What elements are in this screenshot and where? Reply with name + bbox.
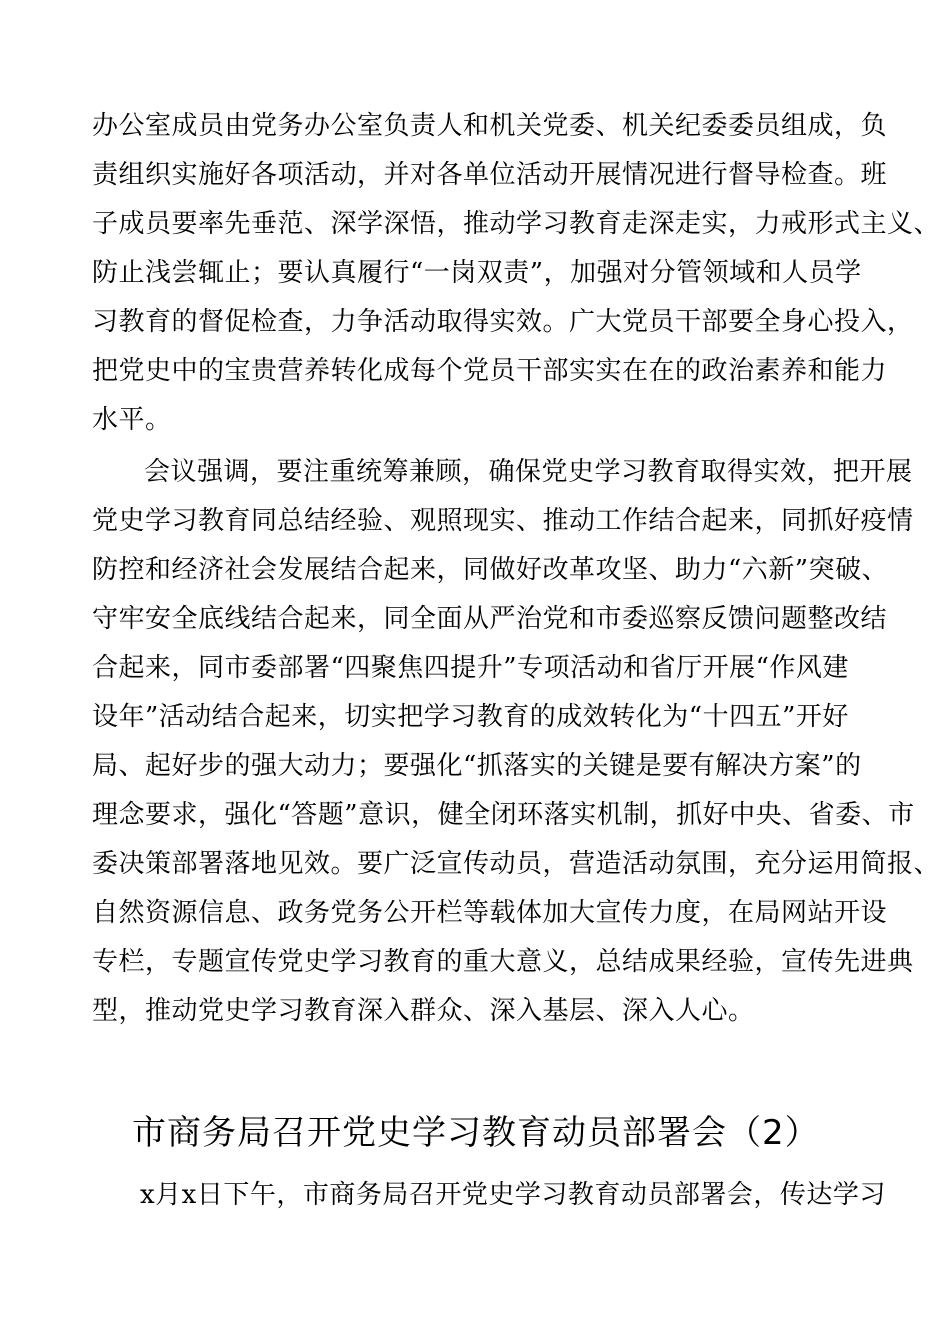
paragraph-line: 专栏，专题宣传党史学习教育的重大意义，总结成果经验，宣传先进典 — [92, 947, 914, 977]
paragraph-line: 习教育的督促检查，力争活动取得实效。广大党员干部要全身心投入， — [92, 307, 914, 337]
paragraph-line: 自然资源信息、政务党务公开栏等载体加大宣传力度，在局网站开设 — [92, 898, 888, 928]
paragraph-line: 责组织实施好各项活动，并对各单位活动开展情况进行督导检查。班 — [92, 160, 888, 190]
paragraph-line: 把党史中的宝贵营养转化成每个党员干部实实在在的政治素养和能力 — [92, 356, 888, 386]
paragraph-line: 防控和经济社会发展结合起来，同做好改革攻坚、助力“六新”突破、 — [92, 555, 889, 585]
paragraph-line: 水平。 — [92, 405, 172, 435]
paragraph-line: 防止浅尝辄止；要认真履行“一岗双责”，加强对分管领域和人员学 — [92, 258, 862, 288]
paragraph-line: x月x日下午，市商务局召开党史学习教育动员部署会，传达学习 — [140, 1180, 886, 1210]
paragraph-line: 党史学习教育同总结经验、观照现实、推动工作结合起来，同抓好疫情 — [92, 506, 914, 536]
paragraph-line: 办公室成员由党务办公室负责人和机关党委、机关纪委委员组成，负 — [92, 111, 888, 141]
paragraph-line: 子成员要率先垂范、深学深悟，推动学习教育走深走实，力戒形式主义、 — [92, 209, 941, 239]
section-title: 市商务局召开党史学习教育动员部署会（2） — [132, 1113, 820, 1153]
paragraph-line: 设年”活动结合起来，切实把学习教育的成效转化为“十四五”开好 — [92, 702, 849, 732]
paragraph-line: 局、起好步的强大动力；要强化“抓落实的关键是要有解决方案”的 — [92, 751, 862, 781]
paragraph-line: 型，推动党史学习教育深入群众、深入基层、深入人心。 — [92, 996, 755, 1026]
paragraph-line: 合起来，同市委部署“四聚焦四提升”专项活动和省厅开展“作风建 — [92, 653, 849, 683]
paragraph-line: 委决策部署落地见效。要广泛宣传动员，营造活动氛围，充分运用简报、 — [92, 849, 941, 879]
paragraph-line: 守牢安全底线结合起来，同全面从严治党和市委巡察反馈问题整改结 — [92, 604, 888, 634]
paragraph-line: 会议强调，要注重统筹兼顾，确保党史学习教育取得实效，把开展 — [144, 457, 913, 487]
paragraph-line: 理念要求，强化“答题”意识，健全闭环落实机制，抓好中央、省委、市 — [92, 800, 915, 830]
